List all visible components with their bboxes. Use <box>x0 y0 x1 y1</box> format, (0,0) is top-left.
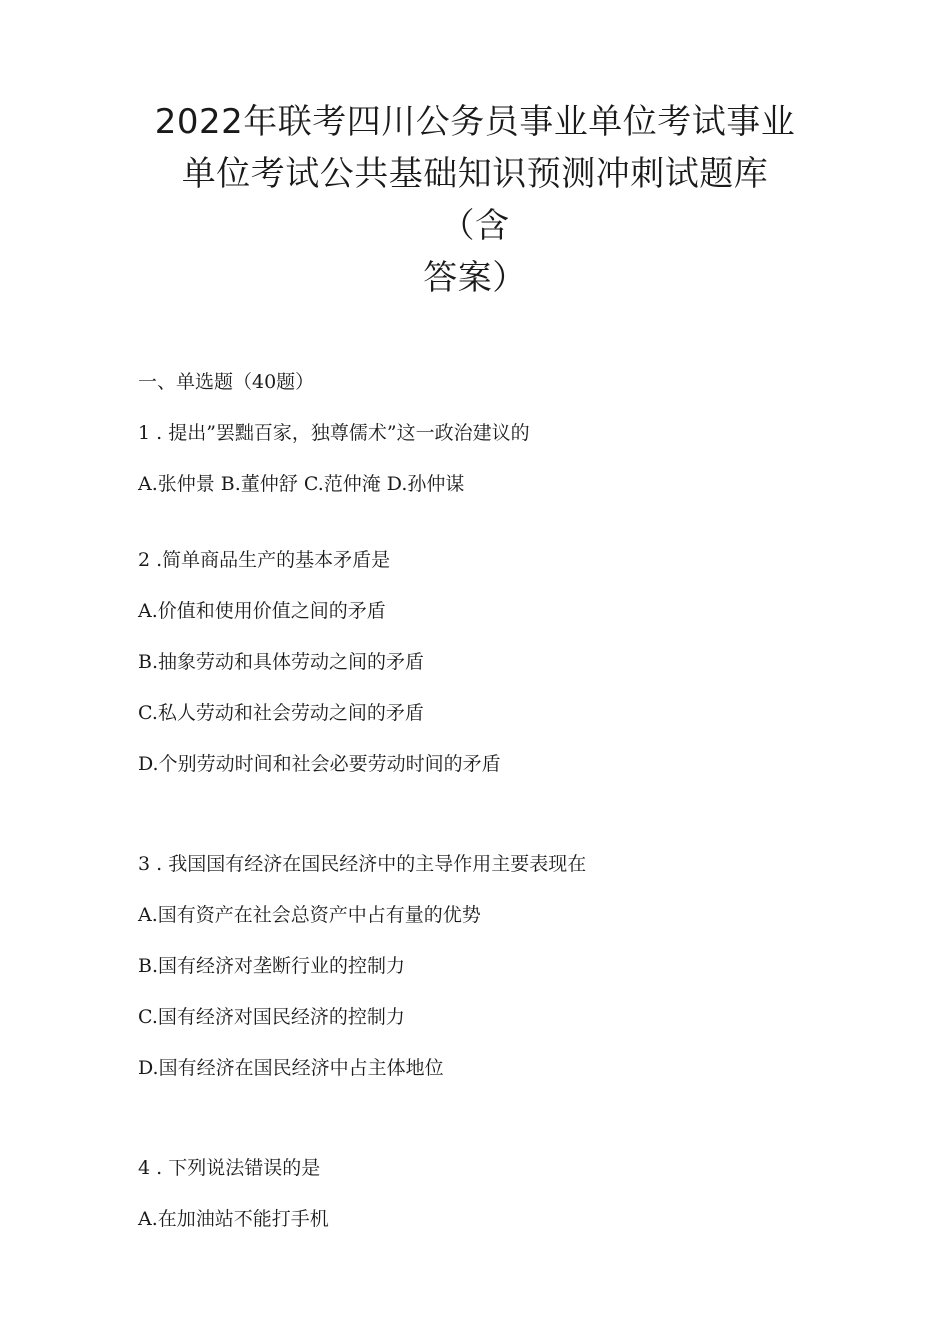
document-title <box>150 96 800 304</box>
question-2-option-b: B.抽象劳动和具体劳动之间的矛盾 <box>138 651 425 673</box>
question-3-option-c: C.国有经济对国民经济的控制力 <box>138 1006 405 1028</box>
question-3-option-d: D.国有经济在国民经济中占主体地位 <box>138 1057 444 1079</box>
section-heading: 一、单选题（40题） <box>138 371 315 393</box>
question-2-stem: 2 .简单商品生产的基本矛盾是 <box>138 549 391 571</box>
title-line-3: 答案） <box>423 258 527 298</box>
question-3-option-a: A.国有资产在社会总资产中占有量的优势 <box>138 904 481 926</box>
title-line-2: 单位考试公共基础知识预测冲刺试题库（含 <box>181 154 769 246</box>
question-4-stem: 4 . 下列说法错误的是 <box>138 1157 321 1179</box>
question-1-stem: 1 . 提出”罢黜百家，独尊儒术”这一政治建议的 <box>138 422 530 444</box>
question-2-option-d: D.个别劳动时间和社会必要劳动时间的矛盾 <box>138 753 501 775</box>
question-4-option-a: A.在加油站不能打手机 <box>138 1208 329 1230</box>
question-2-option-a: A.价值和使用价值之间的矛盾 <box>138 600 386 622</box>
question-3-option-b: B.国有经济对垄断行业的控制力 <box>138 955 406 977</box>
title-line-1: 2022年联考四川公务员事业单位考试事业 <box>154 102 796 142</box>
question-1-options: A.张仲景 B.董仲舒 C.范仲淹 D.孙仲谋 <box>138 473 465 495</box>
question-2-option-c: C.私人劳动和社会劳动之间的矛盾 <box>138 702 424 724</box>
question-3-stem: 3 . 我国国有经济在国民经济中的主导作用主要表现在 <box>138 853 587 875</box>
